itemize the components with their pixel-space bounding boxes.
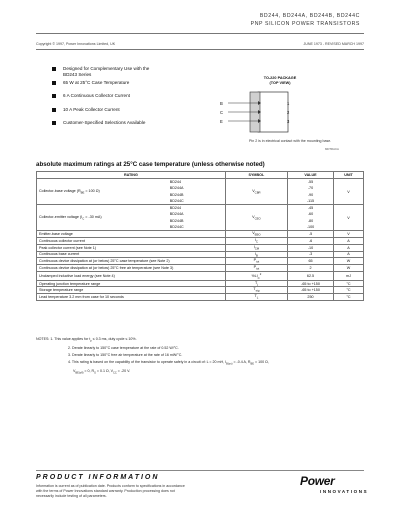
table-row (37, 179, 364, 205)
table-header-row (37, 172, 364, 179)
bullet-icon (52, 94, 56, 98)
header-rule (36, 33, 364, 34)
note-2: 2. Derate linearly to 150°C case temperature at the rate of 0.52 W/°C. (68, 346, 179, 351)
notes-block (36, 336, 269, 377)
pin-label-b: B (220, 101, 223, 106)
feature-list (52, 66, 155, 134)
feature-item: 10 A Peak Collector Current (52, 107, 155, 121)
table-row: Operating junction temperature range $T_j$ -65 to +150 °C (37, 280, 364, 287)
section-title: absolute maximum ratings at 25°C case temperature (unless otherwise noted) (36, 161, 265, 168)
vceo-label: Collector-emitter voltage ($I_C = -30$ mA) (37, 205, 168, 231)
vcbo-parts: BD244 BD244A BD244B BD244C (168, 179, 226, 205)
copyright: Copyright © 1997, Power Innovations Limited, UK (36, 42, 116, 46)
vcbo-symbol: $V_{CBR}$ (225, 179, 287, 205)
table-row: Continuous device dissipation at (or below) 25°C free air temperature (see Note 3) $P_{tot}$ 2 W (37, 265, 364, 272)
pin-number-2: 2 (287, 110, 290, 115)
title-line-1: BD244, BD244A, BD244B, BD244C (259, 13, 360, 19)
package-title: TO-220 PACKAGE (263, 76, 297, 80)
vceo-values: -45 -60 -80 -100 (287, 205, 333, 231)
product-information-text: Information is current as of publication date. Products conform to specifications in accordance with the terms of Power Innovations standard warranty. Production processing does not necessarily include testing of all parameters. (36, 484, 185, 499)
package-caption: Pin 2 is in electrical contact with the mounting base. (249, 139, 332, 143)
header-rule-2 (36, 49, 364, 50)
table-row: Continuous collector current $I_C$ -6 A (37, 238, 364, 245)
product-information-title: PRODUCT INFORMATION (36, 474, 160, 481)
feature-item: 65 W at 25°C Case Temperature (52, 80, 155, 94)
power-innovations-logo: Power INNOVATIONS (300, 474, 369, 494)
table-row (37, 205, 364, 231)
table-row: Unclamped inductive load energy (see Note 4) $\frac{1}{2}LI_C^2$ 62.5 mJ (37, 271, 364, 280)
footer-rule (36, 470, 364, 471)
header-symbol: SYMBOL (225, 172, 287, 179)
table-row: Continuous device dissipation at (or below) 25°C case temperature (see Note 2) $P_{tot}$ 65 W (37, 258, 364, 265)
pin-label-e: E (220, 119, 223, 124)
feature-item: Customer-Specified Selections Available (52, 120, 155, 134)
note-1: NOTES: 1. This value applies for $t_p \le 0.3$ ms, duty cycle ≤ 10%. (36, 337, 137, 343)
note-4-cont: $V_{BE(off)} = 0$, $R_S = 0.1$ Ω, $V_{CC} = -20$ V. (73, 368, 131, 375)
ratings-table (36, 171, 364, 301)
note-4: 4. This rating is based on the capability of the transistor to operate safely in a circuit of: L = 20 mH, $I_{B(on)} = -0.4$ A, $R_{BE} = 100$ Ω, (68, 359, 269, 366)
package-code: MDTRACA (325, 147, 339, 151)
header-value: VALUE (287, 172, 333, 179)
bullet-icon (52, 81, 56, 85)
table-row: Emitter-base voltage $V_{EBO}$ -5 V (37, 231, 364, 238)
revision-date: JUNE 1973 - REVISED MARCH 1997 (303, 42, 364, 46)
vceo-symbol: $V_{CEO}$ (225, 205, 287, 231)
bullet-icon (52, 67, 56, 71)
table-row: Storage temperature range $T_{stg}$ -65 to +150 °C (37, 287, 364, 294)
note-3: 3. Derate linearly to 150°C free air temperature at the rate of 16 mW/°C. (68, 352, 183, 357)
header-unit: UNIT (334, 172, 364, 179)
vceo-parts: BD244 BD244A BD244B BD244C (168, 205, 226, 231)
vceo-unit: V (334, 205, 364, 231)
header-rating: RATING (37, 172, 226, 179)
package-subtitle: (TOP VIEW) (269, 81, 291, 85)
feature-item: Designed for Complementary Use with the BD243 Series (52, 66, 155, 80)
vcbo-label: Collector-base voltage ($R_{BE} = 100$ Ω) (37, 179, 168, 205)
bullet-icon (52, 121, 56, 125)
table-row: Lead temperature 3.2 mm from case for 10 seconds $T_L$ 250 °C (37, 294, 364, 301)
package-diagram (222, 90, 312, 136)
pin-label-c: C (220, 110, 224, 115)
table-row: Peak collector current (see Note 1) $I_{CM}$ -10 A (37, 244, 364, 251)
title-line-2: PNP SILICON POWER TRANSISTORS (250, 21, 360, 27)
feature-item: 6 A Continuous Collector Current (52, 93, 155, 107)
pin-number-3: 3 (287, 119, 290, 124)
vcbo-unit: V (334, 179, 364, 205)
pin-number-1: 1 (287, 101, 290, 106)
bullet-icon (52, 108, 56, 112)
vcbo-values: -55 -70 -90 -115 (287, 179, 333, 205)
table-row: Continuous base current $I_B$ -3 A (37, 251, 364, 258)
